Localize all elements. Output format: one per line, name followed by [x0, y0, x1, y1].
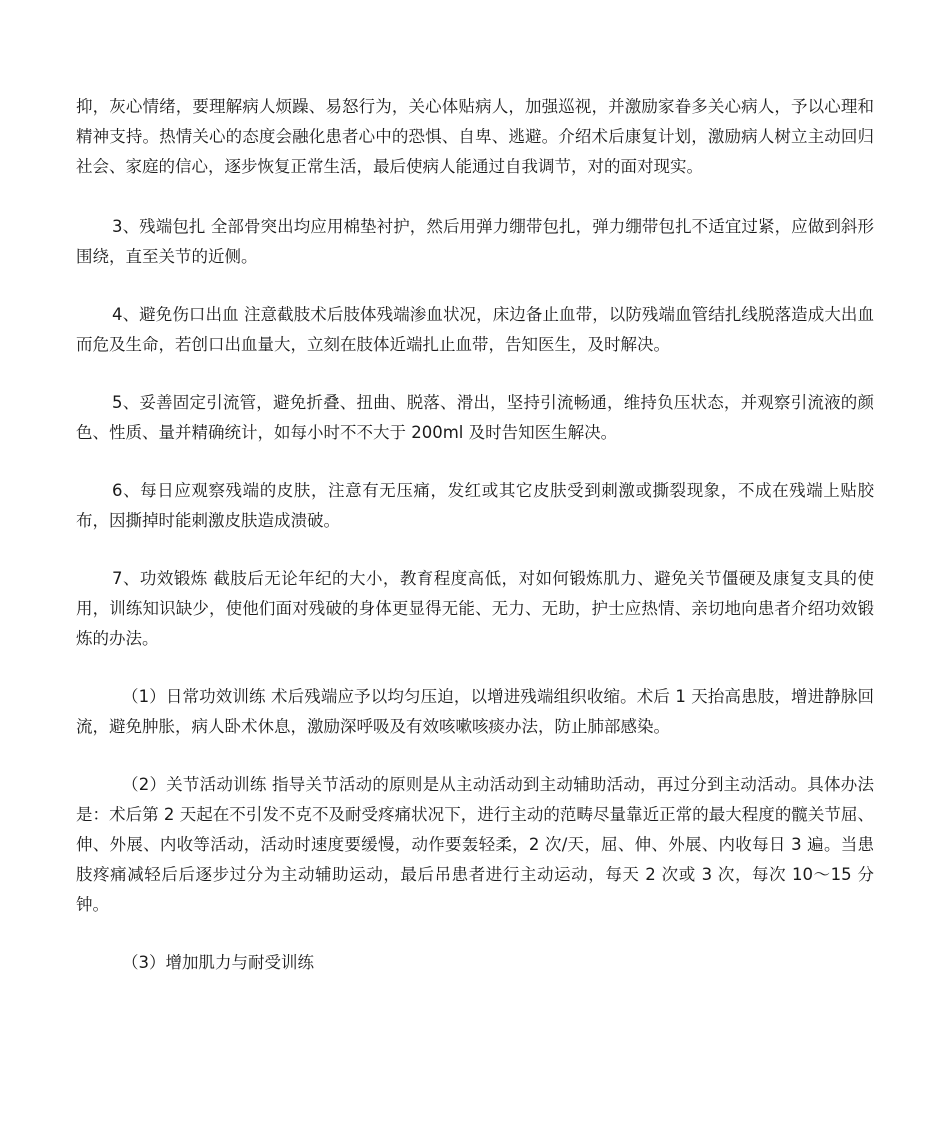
paragraph-prevent-bleeding: 4、避免伤口出血 注意截肢术后肢体残端渗血状况，床边备止血带，以防残端血管结扎线脱落造成大出血而危及生命，若创口出血量大，立刻在肢体近端扎止血带，告知医生，及时解决。	[76, 305, 874, 354]
paragraph-strength-training: （3）增加肌力与耐受训练	[122, 953, 314, 972]
paragraph-daily-training: （1）日常功效训练 术后残端应予以均匀压迫，以增进残端组织收缩。术后 1 天抬高患肢，增进静脉回流，避免肿胀，病人卧术休息，激励深呼吸及有效咳嗽咳痰办法，防止肺部感染。	[76, 687, 874, 736]
paragraph-skin-observation: 6、每日应观察残端的皮肤，注意有无压痛，发红或其它皮肤受到刺激或撕裂现象，不成在残端上贴胶布，因撕掉时能刺激皮肤造成溃破。	[76, 481, 874, 530]
paragraph-continuation: 抑，灰心情绪，要理解病人烦躁、易怒行为，关心体贴病人，加强巡视，并激励家眷多关心病人，予以心理和精神支持。热情关心的态度会融化患者心中的恐惧、自卑、逃避。介绍术后康复计划，激励病人树立主动回归社会、家庭的信心，逐步恢复正常生活，最后使病人能通过自我调节，对的面对现实。	[76, 97, 874, 176]
paragraph-joint-training: （2）关节活动训练 指导关节活动的原则是从主动活动到主动辅助活动，再过分到主动活动。具体办法是：术后第 2 天起在不引发不克不及耐受疼痛状况下，进行主动的范畴尽量靠近正常的最大程度的髋关节屈、伸、外展、内收等活动，活动时速度要缓慢，动作要轰轻柔，2 次/天，屈、伸、外展、内收每日 3 遍。当患肢疼痛减轻后后逐步过分为主动辅助运动，最后吊患者进行主动运动，每天 2 次或 3 次，每次 10～15 分钟。	[76, 775, 874, 914]
document-page	[76, 92, 874, 1006]
paragraph-functional-exercise: 7、功效锻炼 截肢后无论年纪的大小，教育程度高低，对如何锻炼肌力、避免关节僵硬及康复支具的使用，训练知识缺少，使他们面对残破的身体更显得无能、无力、无助，护士应热情、亲切地向患者介绍功效锻炼的办法。	[76, 569, 874, 648]
paragraph-stump-bandaging: 3、残端包扎 全部骨突出均应用棉垫衬护，然后用弹力绷带包扎，弹力绷带包扎不适宜过紧，应做到斜形围绕，直至关节的近侧。	[76, 217, 874, 266]
paragraph-drainage-tube: 5、妥善固定引流管，避免折叠、扭曲、脱落、滑出，坚持引流畅通，维持负压状态，并观察引流液的颜色、性质、量并精确统计，如每小时不不大于 200ml 及时告知医生解决。	[76, 393, 874, 442]
